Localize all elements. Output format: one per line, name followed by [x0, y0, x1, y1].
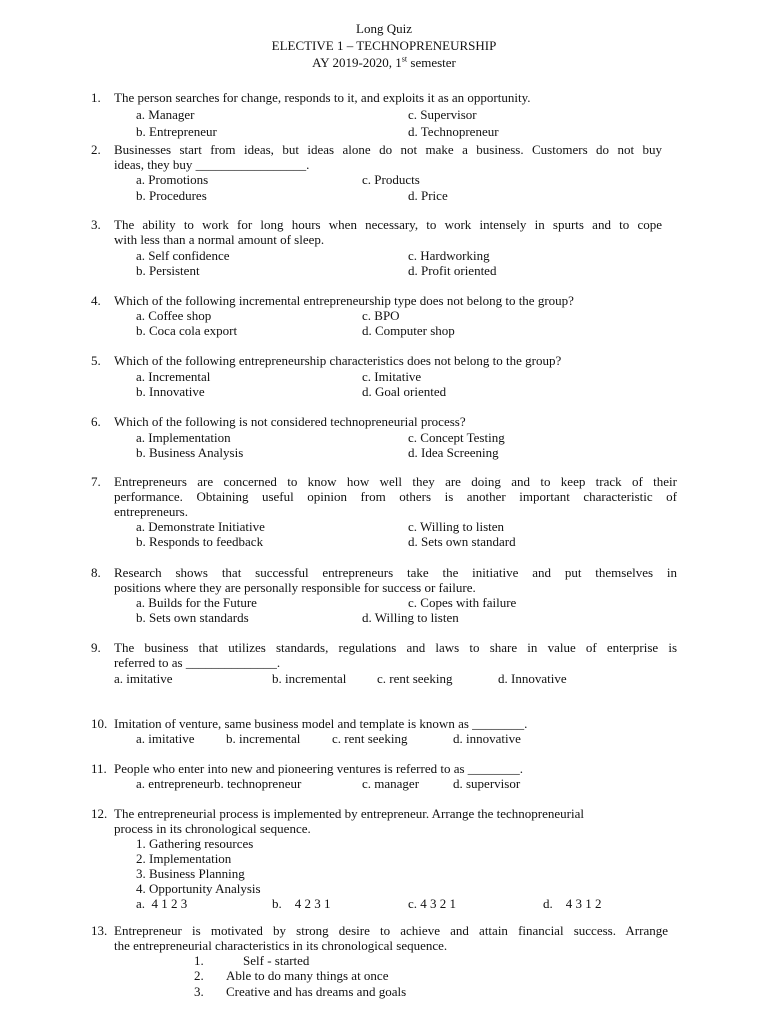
choice-a: a. imitative — [136, 731, 195, 746]
question-text: Imitation of venture, same business model and template is known as ________. — [114, 716, 528, 731]
question-text: Entrepreneur is motivated by strong desire to achieve and attain financial success. Arrange — [114, 923, 668, 938]
question-text: referred to as ______________. — [114, 655, 281, 670]
choice-d: d. Goal oriented — [362, 384, 447, 399]
choice-b: b. incremental — [272, 671, 347, 686]
question-text: Entrepreneurs are concerned to know how well they are doing and to keep track of their — [114, 474, 677, 489]
choice-d: d. innovative — [453, 731, 521, 746]
question-text: People who enter into new and pioneering ventures is referred to as ________. — [114, 761, 524, 776]
question-number: 12. — [91, 806, 108, 821]
choice-c: c. Supervisor — [408, 107, 477, 122]
choice-d: d. 4 3 1 2 — [543, 896, 602, 911]
choice-d: d. Price — [408, 188, 448, 203]
choice-b: b. Persistent — [136, 263, 200, 278]
choice-c: c. Copes with failure — [408, 595, 517, 610]
academic-year: AY 2019-2020, 1st semester — [312, 54, 456, 70]
choice-b: b. Entrepreneur — [136, 124, 217, 139]
sequence-item: 3. Business Planning — [136, 866, 245, 881]
choice-b: b. Coca cola export — [136, 323, 238, 338]
question-number: 4. — [91, 293, 101, 308]
question-text: ideas, they buy _________________. — [114, 157, 310, 172]
question-text: Research shows that successful entrepreneurs take the initiative and put themselves in — [114, 565, 677, 580]
choice-b: b. 4 2 3 1 — [272, 896, 331, 911]
choice-c: c. Hardworking — [408, 248, 490, 263]
choice-d: d. Technopreneur — [408, 124, 499, 139]
question-text: process in its chronological sequence. — [114, 821, 311, 836]
choice-a: a. Implementation — [136, 430, 231, 445]
question-number: 2. — [91, 142, 101, 157]
choice-c: c. Concept Testing — [408, 430, 505, 445]
choice-a: a. Coffee shop — [136, 308, 212, 323]
question-text: The business that utilizes standards, regulations and laws to share in value of enterprise is — [114, 640, 677, 655]
choice-c: c. 4 3 2 1 — [408, 896, 457, 911]
question-text: performance. Obtaining useful opinion from others is another important characteristic of — [114, 489, 677, 504]
choice-a: a. imitative — [114, 671, 173, 686]
question-number: 10. — [91, 716, 108, 731]
question-number: 6. — [91, 414, 101, 429]
choice-a: a. entrepreneurb. technopreneur — [136, 776, 302, 791]
choice-c: c. manager — [362, 776, 420, 791]
choice-d: d. Idea Screening — [408, 445, 499, 460]
question-number: 11. — [91, 761, 107, 776]
question-text: entrepreneurs. — [114, 504, 188, 519]
choice-b: b. Sets own standards — [136, 610, 249, 625]
choice-d: d. supervisor — [453, 776, 521, 791]
question-text: The ability to work for long hours when necessary, to work intensely in spurts and to cope — [114, 217, 662, 232]
choice-a: a. Incremental — [136, 369, 211, 384]
choice-d: d. Profit oriented — [408, 263, 497, 278]
choice-b: b. Procedures — [136, 188, 207, 203]
choice-c: c. BPO — [362, 308, 400, 323]
choice-a: a. Manager — [136, 107, 195, 122]
choice-a: a. Demonstrate Initiative — [136, 519, 265, 534]
choice-d: d. Innovative — [498, 671, 567, 686]
question-number: 3. — [91, 217, 101, 232]
sequence-item: 2. Implementation — [136, 851, 232, 866]
sequence-item: 4. Opportunity Analysis — [136, 881, 261, 896]
choice-b: b. Business Analysis — [136, 445, 244, 460]
choice-a: a. 4 1 2 3 — [136, 896, 188, 911]
choice-b: b. incremental — [226, 731, 301, 746]
sequence-item: 1. Gathering resources — [136, 836, 254, 851]
question-text: positions where they are personally responsible for success or failure. — [114, 580, 476, 595]
sequence-item-text: Able to do many things at once — [226, 968, 389, 983]
sequence-item-text: Self - started — [243, 953, 310, 968]
question-number: 5. — [91, 353, 101, 368]
sequence-item-number: 1. — [194, 953, 204, 968]
question-text: the entrepreneurial characteristics in its chronological sequence. — [114, 938, 448, 953]
choice-d: d. Willing to listen — [362, 610, 459, 625]
choice-b: b. Responds to feedback — [136, 534, 264, 549]
question-text: with less than a normal amount of sleep. — [114, 232, 325, 247]
question-text: Which of the following is not considered technopreneurial process? — [114, 414, 466, 429]
question-number: 7. — [91, 474, 101, 489]
question-text: Which of the following incremental entrepreneurship type does not belong to the group? — [114, 293, 574, 308]
question-text: The entrepreneurial process is implemented by entrepreneur. Arrange the technopreneurial — [114, 806, 584, 821]
choice-c: c. Willing to listen — [408, 519, 505, 534]
quiz-title: Long Quiz — [356, 21, 412, 36]
question-text: The person searches for change, responds to it, and exploits it as an opportunity. — [114, 90, 531, 105]
question-text: Which of the following entrepreneurship characteristics does not belong to the group? — [114, 353, 562, 368]
sequence-item-number: 2. — [194, 968, 204, 983]
choice-a: a. Builds for the Future — [136, 595, 257, 610]
choice-c: c. Imitative — [362, 369, 422, 384]
question-text: Businesses start from ideas, but ideas alone do not make a business. Customers do not buy — [114, 142, 662, 157]
choice-a: a. Self confidence — [136, 248, 230, 263]
question-number: 9. — [91, 640, 101, 655]
choice-d: d. Computer shop — [362, 323, 455, 338]
choice-a: a. Promotions — [136, 172, 209, 187]
choice-c: c. Products — [362, 172, 420, 187]
choice-c: c. rent seeking — [377, 671, 453, 686]
question-number: 8. — [91, 565, 101, 580]
sequence-item-text: Creative and has dreams and goals — [226, 984, 407, 999]
choice-c: c. rent seeking — [332, 731, 408, 746]
question-number: 13. — [91, 923, 108, 938]
course-title: ELECTIVE 1 – TECHNOPRENEURSHIP — [271, 38, 497, 53]
question-number: 1. — [91, 90, 101, 105]
choice-b: b. Innovative — [136, 384, 205, 399]
choice-d: d. Sets own standard — [408, 534, 516, 549]
sequence-item-number: 3. — [194, 984, 204, 999]
